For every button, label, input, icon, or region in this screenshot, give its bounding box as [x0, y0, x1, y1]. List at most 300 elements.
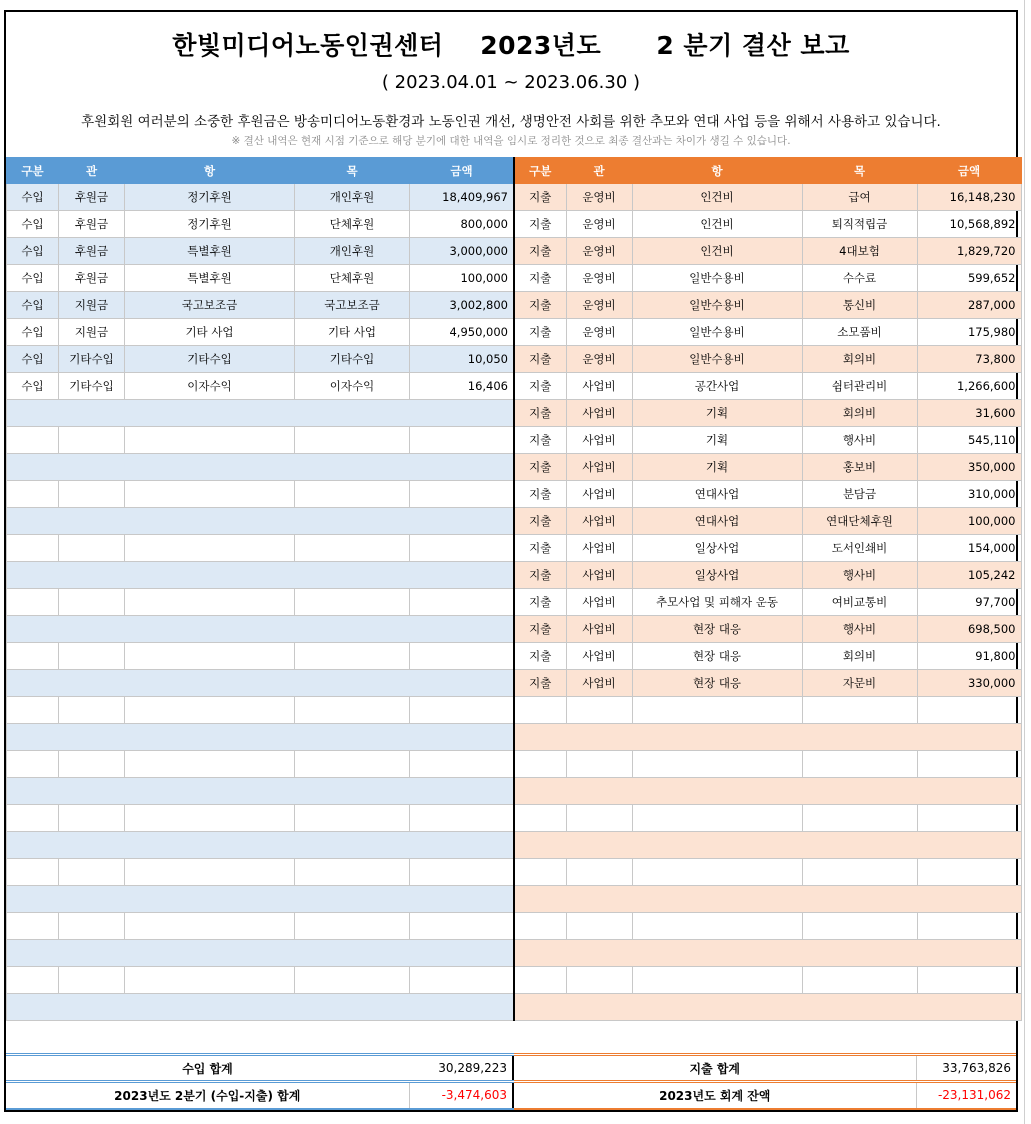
table-row	[514, 319, 1021, 346]
subitem-cell: 이자수익	[295, 373, 410, 400]
table-row	[7, 670, 514, 697]
item-cell: 연대사업	[632, 508, 802, 535]
empty-cell	[59, 967, 125, 994]
empty-cell	[7, 805, 59, 832]
item-cell: 현장 대응	[632, 670, 802, 697]
empty-cell	[7, 967, 59, 994]
empty-cell	[514, 778, 1021, 805]
empty-cell	[917, 859, 1021, 886]
table-row	[7, 373, 514, 400]
empty-cell	[514, 697, 566, 724]
expense-table	[513, 157, 1022, 1021]
amount-cell: 154,000	[917, 535, 1021, 562]
empty-cell	[125, 805, 295, 832]
table-row	[7, 994, 514, 1021]
empty-cell	[125, 589, 295, 616]
empty-cell	[7, 616, 514, 643]
income-header-subitem: 목	[295, 158, 410, 184]
item-cell: 기획	[632, 427, 802, 454]
type-cell: 지출	[514, 562, 566, 589]
category-cell: 사업비	[566, 400, 632, 427]
subitem-cell: 연대단체후원	[802, 508, 917, 535]
amount-cell: 1,266,600	[917, 373, 1021, 400]
empty-cell	[514, 994, 1021, 1021]
settlement-report-sheet	[4, 10, 1018, 1112]
subitem-cell: 분담금	[802, 481, 917, 508]
type-cell: 지출	[514, 454, 566, 481]
empty-cell	[566, 913, 632, 940]
table-row	[7, 697, 514, 724]
window-edge	[1024, 0, 1025, 1124]
type-cell: 지출	[514, 427, 566, 454]
amount-cell: 310,000	[917, 481, 1021, 508]
table-row	[7, 454, 514, 481]
item-cell: 인건비	[632, 184, 802, 211]
expense-header-category: 관	[566, 158, 632, 184]
category-cell: 후원금	[59, 211, 125, 238]
income-header-amount: 금액	[410, 158, 514, 184]
balance-label: 2023년도 회계 잔액	[513, 1082, 916, 1109]
subitem-cell: 단체후원	[295, 211, 410, 238]
empty-cell	[59, 589, 125, 616]
table-row	[7, 427, 514, 454]
empty-cell	[7, 643, 59, 670]
empty-cell	[125, 859, 295, 886]
subitem-cell: 4대보험	[802, 238, 917, 265]
type-cell: 지출	[514, 373, 566, 400]
type-cell: 지출	[514, 400, 566, 427]
type-cell: 지출	[514, 211, 566, 238]
category-cell: 운영비	[566, 292, 632, 319]
type-cell: 지출	[514, 346, 566, 373]
table-row	[514, 427, 1021, 454]
table-row	[514, 508, 1021, 535]
table-row	[7, 751, 514, 778]
table-row	[514, 994, 1021, 1021]
expense-header-amount: 금액	[917, 158, 1021, 184]
empty-cell	[59, 535, 125, 562]
type-cell: 지출	[514, 319, 566, 346]
category-cell: 사업비	[566, 670, 632, 697]
category-cell: 기타수입	[59, 373, 125, 400]
table-row	[514, 400, 1021, 427]
table-row	[514, 805, 1021, 832]
subitem-cell: 개인후원	[295, 238, 410, 265]
table-row	[514, 616, 1021, 643]
table-row	[7, 778, 514, 805]
item-cell: 이자수익	[125, 373, 295, 400]
empty-cell	[410, 481, 514, 508]
empty-cell	[125, 751, 295, 778]
empty-cell	[295, 913, 410, 940]
table-row	[514, 724, 1021, 751]
expense-table-header	[514, 158, 1021, 184]
subitem-cell: 퇴직적립금	[802, 211, 917, 238]
empty-cell	[125, 967, 295, 994]
empty-cell	[59, 805, 125, 832]
table-row	[514, 778, 1021, 805]
empty-cell	[802, 805, 917, 832]
empty-cell	[59, 643, 125, 670]
amount-cell: 4,950,000	[410, 319, 514, 346]
subitem-cell: 개인후원	[295, 184, 410, 211]
type-cell: 지출	[514, 265, 566, 292]
subitem-cell: 도서인쇄비	[802, 535, 917, 562]
empty-cell	[917, 967, 1021, 994]
amount-cell: 350,000	[917, 454, 1021, 481]
type-cell: 수입	[7, 346, 59, 373]
type-cell: 지출	[514, 292, 566, 319]
empty-cell	[7, 994, 514, 1021]
table-row	[514, 346, 1021, 373]
table-row	[514, 292, 1021, 319]
empty-cell	[802, 859, 917, 886]
empty-cell	[125, 697, 295, 724]
item-cell: 현장 대응	[632, 616, 802, 643]
item-cell: 기획	[632, 400, 802, 427]
empty-cell	[7, 886, 514, 913]
type-cell: 수입	[7, 265, 59, 292]
table-row	[514, 184, 1021, 211]
amount-cell: 100,000	[917, 508, 1021, 535]
empty-cell	[125, 481, 295, 508]
table-row	[514, 670, 1021, 697]
table-row	[514, 913, 1021, 940]
empty-cell	[410, 913, 514, 940]
type-cell: 지출	[514, 616, 566, 643]
amount-cell: 10,050	[410, 346, 514, 373]
table-row	[7, 211, 514, 238]
type-cell: 지출	[514, 508, 566, 535]
item-cell: 공간사업	[632, 373, 802, 400]
amount-cell: 16,406	[410, 373, 514, 400]
category-cell: 운영비	[566, 265, 632, 292]
income-table-header	[7, 158, 514, 184]
empty-cell	[7, 400, 514, 427]
type-cell: 수입	[7, 184, 59, 211]
empty-cell	[295, 481, 410, 508]
table-row	[7, 292, 514, 319]
income-header-item: 항	[125, 158, 295, 184]
table-row	[7, 562, 514, 589]
empty-cell	[566, 697, 632, 724]
table-row	[514, 265, 1021, 292]
totals-table	[6, 1053, 1016, 1110]
empty-cell	[514, 805, 566, 832]
amount-cell: 10,568,892	[917, 211, 1021, 238]
empty-cell	[295, 967, 410, 994]
empty-cell	[7, 697, 59, 724]
empty-cell	[125, 913, 295, 940]
empty-cell	[59, 751, 125, 778]
empty-cell	[7, 940, 514, 967]
empty-cell	[295, 859, 410, 886]
category-cell: 운영비	[566, 346, 632, 373]
table-row	[7, 940, 514, 967]
amount-cell: 599,652	[917, 265, 1021, 292]
empty-cell	[7, 562, 514, 589]
balance-value: -23,131,062	[916, 1082, 1016, 1109]
subitem-cell: 회의비	[802, 643, 917, 670]
table-row	[7, 724, 514, 751]
empty-cell	[802, 697, 917, 724]
subitem-cell: 국고보조금	[295, 292, 410, 319]
table-row	[7, 886, 514, 913]
table-row	[514, 481, 1021, 508]
category-cell: 기타수입	[59, 346, 125, 373]
empty-cell	[59, 481, 125, 508]
type-cell: 수입	[7, 238, 59, 265]
item-cell: 국고보조금	[125, 292, 295, 319]
empty-cell	[295, 643, 410, 670]
subitem-cell: 회의비	[802, 346, 917, 373]
table-row	[7, 238, 514, 265]
item-cell: 특별후원	[125, 238, 295, 265]
empty-cell	[125, 643, 295, 670]
table-row	[514, 643, 1021, 670]
amount-cell: 18,409,967	[410, 184, 514, 211]
subitem-cell: 행사비	[802, 616, 917, 643]
empty-cell	[7, 832, 514, 859]
subitem-cell: 여비교통비	[802, 589, 917, 616]
item-cell: 특별후원	[125, 265, 295, 292]
table-row	[7, 859, 514, 886]
subitem-cell: 단체후원	[295, 265, 410, 292]
empty-cell	[917, 697, 1021, 724]
empty-cell	[410, 859, 514, 886]
table-row	[7, 184, 514, 211]
category-cell: 운영비	[566, 238, 632, 265]
empty-cell	[802, 913, 917, 940]
item-cell: 정기후원	[125, 211, 295, 238]
income-header-category: 관	[59, 158, 125, 184]
category-cell: 사업비	[566, 427, 632, 454]
empty-cell	[59, 859, 125, 886]
empty-cell	[295, 427, 410, 454]
item-cell: 정기후원	[125, 184, 295, 211]
empty-cell	[59, 913, 125, 940]
empty-cell	[514, 967, 566, 994]
table-row	[7, 508, 514, 535]
category-cell: 사업비	[566, 373, 632, 400]
empty-cell	[802, 967, 917, 994]
category-cell: 운영비	[566, 184, 632, 211]
empty-cell	[7, 778, 514, 805]
subitem-cell: 소모품비	[802, 319, 917, 346]
empty-cell	[7, 751, 59, 778]
item-cell: 일반수용비	[632, 265, 802, 292]
report-description: 후원회원 여러분의 소중한 후원금은 방송미디어노동환경과 노동인권 개선, 생명안전 사회를 위한 추모와 연대 사업 등을 위해서 사용하고 있습니다.	[81, 114, 941, 130]
table-row	[7, 535, 514, 562]
empty-cell	[410, 967, 514, 994]
table-row	[7, 400, 514, 427]
report-period: ( 2023.04.01 ~ 2023.06.30 )	[381, 72, 641, 93]
item-cell: 기타수입	[125, 346, 295, 373]
subitem-cell: 자문비	[802, 670, 917, 697]
empty-cell	[7, 670, 514, 697]
amount-cell: 91,800	[917, 643, 1021, 670]
empty-cell	[410, 697, 514, 724]
table-row	[514, 562, 1021, 589]
empty-cell	[7, 427, 59, 454]
empty-cell	[295, 589, 410, 616]
income-total-value: 30,289,223	[409, 1055, 513, 1082]
type-cell: 수입	[7, 319, 59, 346]
table-row	[514, 211, 1021, 238]
table-row	[7, 805, 514, 832]
category-cell: 사업비	[566, 616, 632, 643]
empty-cell	[566, 751, 632, 778]
amount-cell: 16,148,230	[917, 184, 1021, 211]
table-row	[514, 886, 1021, 913]
net-total-label: 2023년도 2분기 (수입-지출) 합계	[6, 1082, 409, 1109]
amount-cell: 97,700	[917, 589, 1021, 616]
empty-cell	[632, 697, 802, 724]
subitem-cell: 행사비	[802, 427, 917, 454]
item-cell: 일반수용비	[632, 292, 802, 319]
expense-table-body	[514, 184, 1021, 1021]
item-cell: 일상사업	[632, 535, 802, 562]
empty-cell	[7, 724, 514, 751]
empty-cell	[59, 697, 125, 724]
subitem-cell: 쉼터관리비	[802, 373, 917, 400]
amount-cell: 545,110	[917, 427, 1021, 454]
category-cell: 사업비	[566, 481, 632, 508]
empty-cell	[7, 859, 59, 886]
empty-cell	[295, 805, 410, 832]
totals-row	[6, 1055, 1016, 1082]
table-row	[7, 319, 514, 346]
amount-cell: 330,000	[917, 670, 1021, 697]
table-row	[7, 265, 514, 292]
subitem-cell: 기타 사업	[295, 319, 410, 346]
subitem-cell: 급여	[802, 184, 917, 211]
income-header-type: 구분	[7, 158, 59, 184]
table-row	[514, 967, 1021, 994]
category-cell: 후원금	[59, 238, 125, 265]
item-cell: 인건비	[632, 211, 802, 238]
category-cell: 지원금	[59, 319, 125, 346]
empty-cell	[125, 427, 295, 454]
table-row	[7, 346, 514, 373]
amount-cell: 105,242	[917, 562, 1021, 589]
category-cell: 사업비	[566, 508, 632, 535]
type-cell: 지출	[514, 238, 566, 265]
type-cell: 지출	[514, 184, 566, 211]
table-row	[7, 832, 514, 859]
amount-cell: 73,800	[917, 346, 1021, 373]
empty-cell	[410, 589, 514, 616]
amount-cell: 31,600	[917, 400, 1021, 427]
type-cell: 수입	[7, 292, 59, 319]
subitem-cell: 행사비	[802, 562, 917, 589]
net-total-value: -3,474,603	[409, 1082, 513, 1109]
type-cell: 수입	[7, 211, 59, 238]
table-row	[514, 751, 1021, 778]
subitem-cell: 수수료	[802, 265, 917, 292]
empty-cell	[295, 535, 410, 562]
amount-cell: 698,500	[917, 616, 1021, 643]
empty-cell	[917, 913, 1021, 940]
empty-cell	[410, 643, 514, 670]
report-title: 한빛미디어노동인권센터 2023년도 2 분기 결산 보고	[172, 31, 850, 60]
empty-cell	[917, 805, 1021, 832]
table-row	[7, 589, 514, 616]
item-cell: 일반수용비	[632, 319, 802, 346]
empty-cell	[410, 535, 514, 562]
empty-cell	[7, 589, 59, 616]
category-cell: 사업비	[566, 589, 632, 616]
empty-cell	[514, 751, 566, 778]
type-cell: 지출	[514, 481, 566, 508]
item-cell: 인건비	[632, 238, 802, 265]
subitem-cell: 통신비	[802, 292, 917, 319]
category-cell: 운영비	[566, 211, 632, 238]
table-row	[514, 940, 1021, 967]
table-row	[7, 643, 514, 670]
subitem-cell: 기타수입	[295, 346, 410, 373]
category-cell: 후원금	[59, 184, 125, 211]
empty-cell	[410, 751, 514, 778]
empty-cell	[566, 967, 632, 994]
table-row	[514, 589, 1021, 616]
table-row	[514, 832, 1021, 859]
type-cell: 지출	[514, 643, 566, 670]
table-row	[514, 238, 1021, 265]
amount-cell: 1,829,720	[917, 238, 1021, 265]
empty-cell	[295, 697, 410, 724]
amount-cell: 3,002,800	[410, 292, 514, 319]
item-cell: 일반수용비	[632, 346, 802, 373]
empty-cell	[632, 967, 802, 994]
table-row	[7, 616, 514, 643]
empty-cell	[410, 427, 514, 454]
expense-header-subitem: 목	[802, 158, 917, 184]
table-row	[7, 967, 514, 994]
item-cell: 기획	[632, 454, 802, 481]
subitem-cell: 회의비	[802, 400, 917, 427]
empty-cell	[7, 454, 514, 481]
expense-total-label: 지출 합계	[513, 1055, 916, 1082]
empty-cell	[917, 751, 1021, 778]
category-cell: 운영비	[566, 319, 632, 346]
item-cell: 추모사업 및 피해자 운동	[632, 589, 802, 616]
empty-cell	[514, 859, 566, 886]
amount-cell: 175,980	[917, 319, 1021, 346]
category-cell: 후원금	[59, 265, 125, 292]
empty-cell	[632, 913, 802, 940]
category-cell: 사업비	[566, 454, 632, 481]
empty-cell	[632, 751, 802, 778]
expense-header-item: 항	[632, 158, 802, 184]
amount-cell: 3,000,000	[410, 238, 514, 265]
empty-cell	[7, 481, 59, 508]
table-row	[514, 454, 1021, 481]
item-cell: 기타 사업	[125, 319, 295, 346]
table-row	[514, 373, 1021, 400]
report-note: ※ 결산 내역은 현재 시점 기준으로 해당 분기에 대한 내역을 임시로 정리한 것으로 최종 결산과는 차이가 생길 수 있습니다.	[231, 135, 791, 147]
empty-cell	[514, 886, 1021, 913]
amount-cell: 800,000	[410, 211, 514, 238]
table-row	[514, 697, 1021, 724]
item-cell: 연대사업	[632, 481, 802, 508]
item-cell: 일상사업	[632, 562, 802, 589]
empty-cell	[632, 805, 802, 832]
type-cell: 지출	[514, 589, 566, 616]
item-cell: 현장 대응	[632, 643, 802, 670]
table-row	[7, 481, 514, 508]
income-table	[6, 157, 514, 1021]
